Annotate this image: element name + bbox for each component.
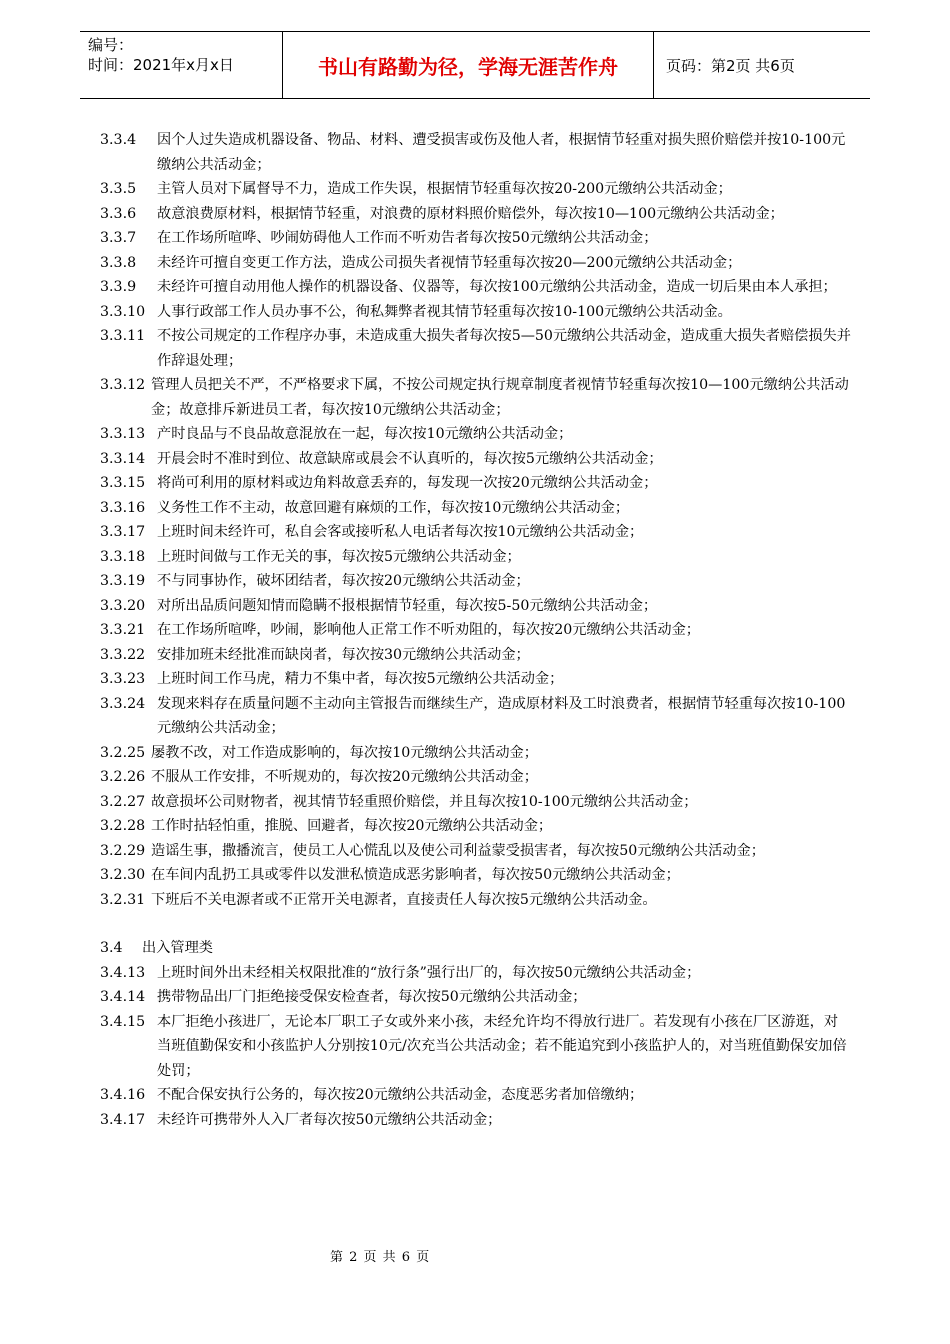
rule-text: 未经许可擅自动用他人操作的机器设备、仪器等，每次按100元缴纳公共活动金，造成一切后果由本人承担；	[157, 279, 837, 295]
rule-text: 上班时间未经许可，私自会客或接听私人电话者每次按10元缴纳公共活动金；	[157, 524, 644, 540]
rule-item	[100, 643, 852, 668]
rule-number: 3.2.27	[100, 793, 146, 810]
rule-item	[100, 765, 852, 790]
rule-number: 3.2.26	[100, 769, 146, 785]
rule-number: 3.3.21	[100, 622, 146, 638]
rule-text: 发现来料存在质量问题不主动向主管报告而继续生产，造成原材料及工时浪费者，根据情节轻重每次按10-100元缴纳公共活动金；	[157, 695, 846, 736]
rule-text: 造谣生事，撒播流言，使员工人心慌乱以及使公司利益蒙受损害者，每次按50元缴纳公共活动金；	[151, 842, 765, 859]
rule-text: 在车间内乱扔工具或零件以发泄私愤造成恶劣影响者，每次按50元缴纳公共活动金；	[151, 867, 680, 883]
rule-number: 3.3.10	[100, 303, 146, 320]
rule-number: 3.3.13	[100, 426, 146, 442]
rule-text: 未经许可携带外人入厂者每次按50元缴纳公共活动金；	[157, 1111, 502, 1128]
rule-text: 人事行政部工作人员办事不公，徇私舞弊者视其情节轻重每次按10-100元缴纳公共活动金。	[157, 303, 732, 320]
rule-number: 3.3.19	[100, 573, 146, 589]
header-page-label: 页码：第2页 共6页	[666, 56, 795, 75]
rule-text: 下班后不关电源者或不正常开关电源者，直接责任人每次按5元缴纳公共活动金。	[151, 891, 657, 908]
rule-number: 3.3.23	[100, 671, 146, 687]
rule-text: 开晨会时不准时到位、故意缺席或晨会不认真听的，每次按5元缴纳公共活动金；	[157, 450, 663, 467]
rule-number: 3.2.31	[100, 891, 146, 908]
rule-text: 产时良品与不良品故意混放在一起，每次按10元缴纳公共活动金；	[157, 426, 573, 442]
rule-number: 3.3.17	[100, 524, 146, 540]
rules-list-b	[100, 422, 852, 741]
time-label: 时间：2021年x月x日	[88, 56, 234, 74]
rule-item	[100, 447, 852, 472]
rule-text: 故意浪费原材料，根据情节轻重，对浪费的原材料照价赔偿外，每次按10—100元缴纳公共活动金；	[157, 205, 784, 222]
rule-item	[100, 177, 852, 202]
rule-item	[100, 128, 852, 177]
header-meta	[80, 32, 282, 98]
rule-number: 3.3.11	[100, 328, 146, 344]
spacer	[100, 912, 852, 936]
rule-text: 故意损坏公司财物者，视其情节轻重照价赔偿，并且每次按10-100元缴纳公共活动金；	[151, 793, 698, 810]
rule-number: 3.4.17	[100, 1111, 146, 1128]
rule-item	[100, 985, 852, 1010]
rule-number: 3.3.5	[100, 181, 137, 197]
rule-text: 在工作场所喧哗、吵闹妨碍他人工作而不听劝告者每次按50元缴纳公共活动金；	[157, 230, 658, 246]
rule-item	[100, 275, 852, 300]
rule-text: 不配合保安执行公务的，每次按20元缴纳公共活动金，态度恶劣者加倍缴纳；	[157, 1087, 644, 1103]
rule-text: 安排加班未经批准而缺岗者，每次按30元缴纳公共活动金；	[157, 646, 530, 663]
rule-item	[100, 422, 852, 447]
rule-number: 3.4.13	[100, 964, 146, 981]
rule-number: 3.4.14	[100, 989, 146, 1005]
rule-item	[100, 300, 852, 325]
rule-item	[100, 667, 852, 692]
rule-item	[100, 471, 852, 496]
rule-item	[100, 202, 852, 227]
section-title: 出入管理类	[142, 940, 213, 956]
document-body	[100, 128, 852, 1132]
rule-item	[100, 496, 852, 521]
rule-number: 3.2.25	[100, 744, 146, 761]
serial-label: 编号：	[88, 36, 134, 54]
rule-number: 3.3.12	[100, 377, 146, 393]
rule-text: 在工作场所喧哗，吵闹，影响他人正常工作不听劝阻的，每次按20元缴纳公共活动金；	[157, 622, 700, 638]
rule-text: 义务性工作不主动，故意回避有麻烦的工作，每次按10元缴纳公共活动金；	[157, 499, 630, 516]
rule-text: 不服从工作安排，不听规劝的，每次按20元缴纳公共活动金；	[151, 769, 538, 785]
rule-number: 3.3.8	[100, 254, 137, 271]
rule-item	[100, 520, 852, 545]
rules-list-c	[100, 741, 852, 913]
rule-item	[100, 741, 852, 766]
rules-list-d	[100, 961, 852, 1133]
rule-number: 3.3.24	[100, 695, 146, 712]
rule-item	[100, 1083, 852, 1108]
page-footer	[0, 1246, 950, 1265]
rule-text: 未经许可擅自变更工作方法，造成公司损失者视情节轻重每次按20—200元缴纳公共活动金；	[157, 254, 742, 271]
rule-text: 携带物品出厂门拒绝接受保安检查者，每次按50元缴纳公共活动金；	[157, 989, 587, 1005]
rule-text: 上班时间外出未经相关权限批准的“放行条”强行出厂的，每次按50元缴纳公共活动金；	[157, 964, 701, 981]
rule-item-3-3-12	[100, 373, 852, 422]
rule-number: 3.3.18	[100, 548, 146, 565]
rule-text: 屡教不改，对工作造成影响的，每次按10元缴纳公共活动金；	[151, 744, 538, 761]
section-heading-3-4	[100, 936, 852, 961]
rule-item	[100, 692, 852, 741]
footer-page-number: 第 2 页 共 6 页	[330, 1250, 431, 1265]
rule-item	[100, 324, 852, 373]
rule-item	[100, 961, 852, 986]
rule-number: 3.3.6	[100, 205, 137, 222]
page-header	[80, 31, 870, 99]
section-number: 3.4	[100, 940, 123, 956]
rule-item	[100, 594, 852, 619]
rule-number: 3.3.15	[100, 475, 146, 491]
rule-text: 不按公司规定的工作程序办事，未造成重大损失者每次按5—50元缴纳公共活动金，造成重大损失者赔偿损失并作辞退处理；	[157, 328, 851, 369]
rule-item	[100, 618, 852, 643]
rule-text: 工作时拈轻怕重，推脱、回避者，每次按20元缴纳公共活动金；	[151, 818, 553, 834]
rule-number: 3.3.4	[100, 132, 137, 148]
rule-number: 3.4.16	[100, 1087, 146, 1103]
rule-item	[100, 569, 852, 594]
rule-item	[100, 226, 852, 251]
rule-text: 主管人员对下属督导不力，造成工作失误，根据情节轻重每次按20-200元缴纳公共活动金；	[157, 181, 732, 197]
rule-number: 3.3.9	[100, 279, 137, 295]
rule-number: 3.2.30	[100, 867, 146, 883]
rule-text: 上班时间做与工作无关的事，每次按5元缴纳公共活动金；	[157, 548, 521, 565]
rule-number: 3.3.7	[100, 230, 137, 246]
rule-item	[100, 545, 852, 570]
rule-number: 3.2.28	[100, 818, 146, 834]
rule-number: 3.2.29	[100, 842, 146, 859]
rule-item	[100, 863, 852, 888]
rule-item	[100, 888, 852, 913]
rule-item	[100, 1010, 852, 1084]
rule-text: 本厂拒绝小孩进厂，无论本厂职工子女或外来小孩，未经允许均不得放行进厂。若发现有小孩在厂区游逛，对当班值勤保安和小孩监护人分别按10元/次充当公共活动金；若不能追究到小孩监护人的，对当班值勤保安加倍处罚；	[157, 1013, 847, 1079]
rule-text: 将尚可利用的原材料或边角料故意丢弃的，每发现一次按20元缴纳公共活动金；	[157, 475, 658, 491]
rule-text: 对所出品质问题知情而隐瞒不报根据情节轻重，每次按5-50元缴纳公共活动金；	[157, 597, 658, 614]
rules-list-a	[100, 128, 852, 373]
rule-item	[100, 790, 852, 815]
rule-number: 3.3.20	[100, 597, 146, 614]
rule-number: 3.3.16	[100, 499, 146, 516]
rule-item	[100, 839, 852, 864]
rule-text: 因个人过失造成机器设备、物品、材料、遭受损害或伤及他人者，根据情节轻重对损失照价赔偿并按10-100元缴纳公共活动金；	[157, 132, 846, 173]
header-motto: 书山有路勤为径，学海无涯苦作舟	[282, 32, 654, 98]
rule-text: 上班时间工作马虎，精力不集中者，每次按5元缴纳公共活动金；	[157, 671, 564, 687]
rule-item	[100, 1108, 852, 1133]
rule-text: 管理人员把关不严，不严格要求下属，不按公司规定执行规章制度者视情节轻重每次按10—100元缴纳公共活动金；故意排斥新进员工者，每次按10元缴纳公共活动金；	[151, 377, 849, 418]
rule-number: 3.4.15	[100, 1013, 146, 1030]
rule-item	[100, 251, 852, 276]
rule-item	[100, 814, 852, 839]
rule-number: 3.3.14	[100, 450, 146, 467]
rule-text: 不与同事协作，破坏团结者，每次按20元缴纳公共活动金；	[157, 573, 530, 589]
rule-number: 3.3.22	[100, 646, 146, 663]
